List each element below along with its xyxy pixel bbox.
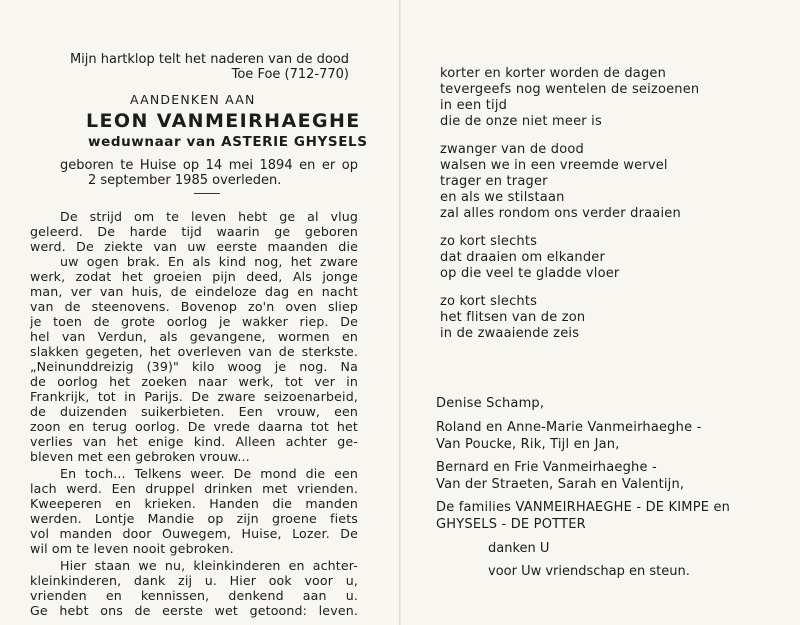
poem-line: trager en trager [440, 174, 548, 189]
poem-line: zwanger van de dood [440, 142, 585, 157]
family-line: Van Poucke, Rik, Tijl en Jan, [436, 437, 620, 452]
obituary-line: zoon en terug oorlog. De vrede daarna tot het [30, 419, 358, 434]
obituary-line: verlies van het enige kind. Alleen achter ge- [30, 434, 358, 449]
obituary-line: Frankrijk, tot in Parijs. De zware seizoenarbeid, [30, 389, 358, 404]
obituary-line: van de steenovens. Bovenop zo'n oven sliep [30, 299, 358, 314]
family-line: Van der Straeten, Sarah en Valentijn, [436, 477, 685, 492]
poem-line: die de onze niet meer is [440, 114, 602, 129]
poem-line: zal alles rondom ons verder draaien [440, 206, 681, 221]
obituary-line: De strijd om te leven hebt ge al vlug [60, 209, 358, 224]
poem-line: dat draaien om elkander [440, 250, 606, 265]
poem-line: tevergeefs nog wentelen de seizoenen [440, 82, 700, 97]
aandenken-heading: AANDENKEN AAN [130, 92, 256, 107]
card-fold [399, 0, 401, 625]
poem-line: in een tijd [440, 98, 508, 113]
family-line: Denise Schamp, [436, 396, 545, 411]
poem-line: op die veel te gladde vloer [440, 266, 620, 281]
verse-line-1: Mijn hartklop telt het naderen van de dood [69, 52, 349, 67]
poem-line: in de zwaaiende zeis [440, 326, 580, 341]
birth-line-2: 2 september 1985 overleden. [88, 173, 282, 188]
divider-rule [194, 193, 220, 194]
right-page [436, 0, 766, 625]
left-page [30, 0, 368, 625]
poem-line: het flitsen van de zon [440, 310, 586, 325]
birth-line-1: geboren te Huise op 14 mei 1894 en er op [60, 158, 358, 173]
obituary-line: vol manden door Ouwegem, Huise, Lozer. De [30, 526, 358, 541]
obituary-line: lach werd. Een druppel drinken met vrienden. [30, 481, 358, 496]
obituary-line: geleerd. De harde tijd waarin ge geboren [30, 224, 358, 239]
obituary-line: de duizenden suikerbieten. Een vrouw, een [30, 404, 358, 419]
obituary-line: de oorlog het zoeken naar werk, tot ver in [30, 374, 358, 389]
poem-line: walsen we in een vreemde wervel [440, 158, 668, 173]
obituary-line: En toch... Telkens weer. De mond die een [60, 466, 358, 481]
obituary-line: je toen de grote oorlog je wakker riep. De [30, 314, 358, 329]
poem-line: zo kort slechts [440, 234, 538, 249]
obituary-line: Ge hebt ons de eerste wet getoond: leven. [30, 603, 358, 618]
verse-attribution: Toe Foe (712-770) [231, 67, 349, 82]
thanks-line-2: voor Uw vriendschap en steun. [488, 564, 690, 579]
poem-line: en als we stilstaan [440, 190, 565, 205]
deceased-name: LEON VANMEIRHAEGHE [86, 110, 361, 132]
obituary-line: „Neinunddreizig (39)" kilo woog je nog. Na [30, 359, 358, 374]
obituary-line: vrienden en kennissen, denkend aan u. [30, 588, 358, 603]
obituary-line: slakken gegeten, het overleven van de sterkste. [30, 344, 358, 359]
family-line: De families VANMEIRHAEGHE - DE KIMPE en [436, 500, 731, 515]
obituary-line: werd. De ziekte van uw eerste maanden die [30, 239, 358, 254]
obituary-line: uw ogen brak. En als kind nog, het zware [60, 254, 358, 269]
obituary-line: kleinkinderen, dank zij u. Hier ook voor u, [30, 573, 358, 588]
obituary-line: Hier staan we nu, kleinkinderen en achter- [60, 558, 358, 573]
obituary-line: werk, zodat het groeien pijn deed, Als jonge [30, 269, 358, 284]
obituary-line: bleven met een gebroken vrouw... [30, 449, 250, 464]
widower-line: weduwnaar van ASTERIE GHYSELS [88, 134, 368, 150]
obituary-line: werden. Lontje Mandie op zijn groene fiets [30, 511, 358, 526]
thanks-line-1: danken U [488, 541, 550, 556]
obituary-line: man, ver van huis, de eindeloze dag en nacht [30, 284, 358, 299]
poem-line: zo kort slechts [440, 294, 538, 309]
family-line: Bernard en Frie Vanmeirhaeghe - [436, 460, 657, 475]
family-line: GHYSELS - DE POTTER [436, 517, 586, 532]
family-line: Roland en Anne-Marie Vanmeirhaeghe - [436, 420, 702, 435]
obituary-line: Kweeperen en krieken. Handen die manden [30, 496, 358, 511]
poem-line: korter en korter worden de dagen [440, 66, 667, 81]
obituary-line: wil om te leven nooit gebroken. [30, 541, 234, 556]
obituary-line: hel van Verdun, als gevangene, wormen en [30, 329, 358, 344]
